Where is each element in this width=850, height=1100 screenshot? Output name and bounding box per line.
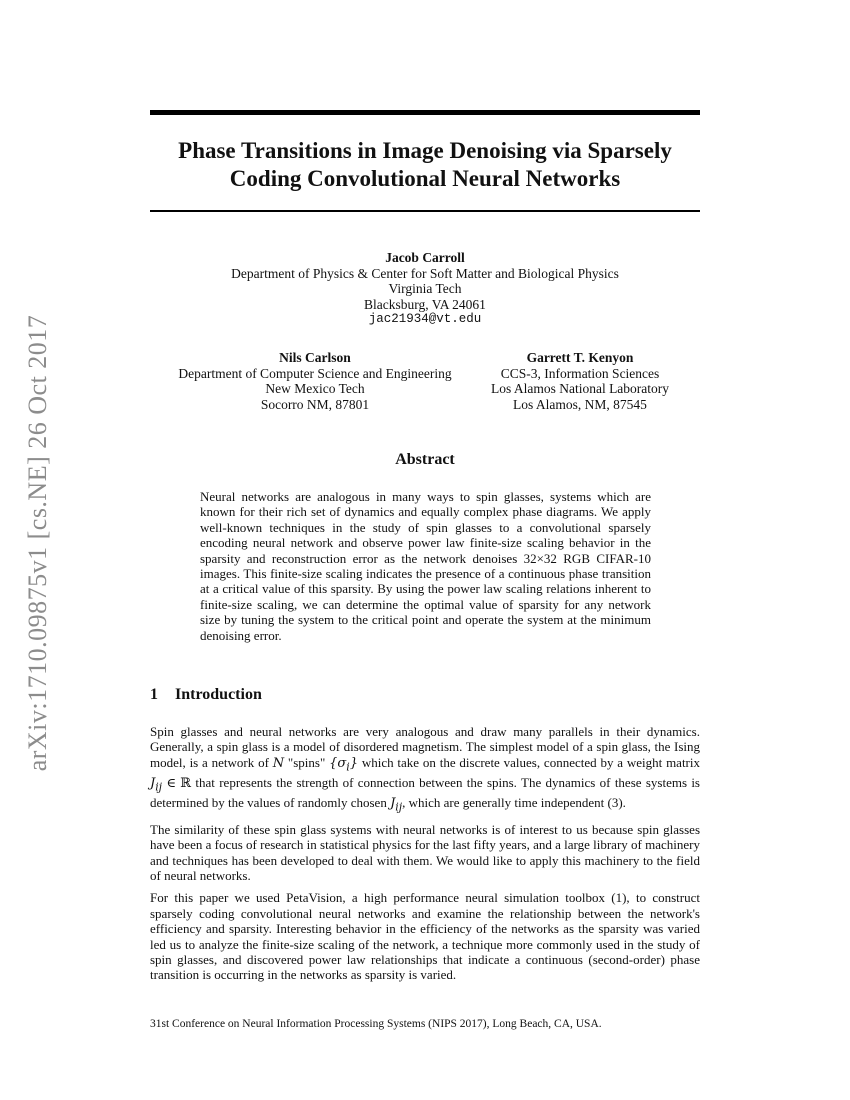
arxiv-identifier: arXiv:1710.09875v1 [cs.NE] 26 Oct 2017 (23, 314, 52, 772)
title-bottom-rule (150, 210, 700, 212)
conference-footnote: 31st Conference on Neural Information Processing Systems (NIPS 2017), Long Beach, CA, USA. (150, 1018, 602, 1030)
third-author-location: Los Alamos, NM, 87545 (513, 396, 647, 412)
title-top-rule (150, 110, 700, 115)
first-author-location: Blacksburg, VA 24061 (364, 296, 486, 312)
introduction-heading (150, 686, 262, 704)
second-author-name: Nils Carlson (279, 350, 351, 365)
introduction-paragraph-3: For this paper we used PetaVision, a high performance neural simulation toolbox (1), to construct sparsely coding convolutional neural networks and examine the relationship between the network's efficiency and sparsity. Interesting behavior in the efficiency of the networks as the sparsity was varied led us to analyze the finite-size scaling of the network, a technique more commonly used in the study of spin glasses, and discovered power law relationships that indicate a continuous (second-order) phase transition is occurring in the networks as sparsity is varied. (150, 890, 700, 983)
third-author-affiliation: CCS-3, Information Sciences (500, 365, 660, 381)
first-author-block (150, 250, 700, 328)
abstract-text: Neural networks are analogous in many ways to spin glasses, systems which are known for their rich set of dynamics and equally complex phase diagrams. We apply well-known techniques in the study of spin glasses to a convolutional sparsely encoding neural network and observe power law finite-size scaling behavior in the sparsity and reconstruction error as the network denoises 32×32 RGB CIFAR-10 images. This finite-size scaling indicates the presence of a continuous phase transition at a critical value of this sparsity. By using the power law scaling relations inherent to finite-size scaling, we can determine the optimal value of sparsity for any network size by tuning the system to the critical point and operate the system at the minimum denoising error. (200, 489, 651, 643)
second-author-block (165, 350, 465, 412)
abstract-heading: Abstract (395, 451, 455, 468)
second-author-location: Socorro NM, 87801 (260, 396, 370, 412)
first-author-affiliation: Department of Physics & Center for Soft Matter and Biological Physics (231, 265, 619, 281)
section-number: 1 (150, 686, 158, 703)
paper-title (150, 137, 700, 193)
title-line-2: Coding Convolutional Neural Networks (229, 166, 621, 191)
second-author-institution: New Mexico Tech (265, 381, 365, 396)
first-author-institution: Virginia Tech (388, 281, 462, 296)
second-author-affiliation: Department of Computer Science and Engineering (178, 365, 452, 381)
section-title: Introduction (175, 686, 262, 703)
third-author-block (470, 350, 690, 412)
third-author-institution: Los Alamos National Laboratory (490, 381, 670, 396)
introduction-paragraph-2: The similarity of these spin glass systems with neural networks is of interest to us because spin glasses have been a focus of research in statistical physics for the last fifty years, and a large library of machinery and techniques has been developed to deal with them. We would like to apply this machinery to the field of neural networks. (150, 821, 700, 884)
introduction-body (150, 724, 700, 990)
title-line-1: Phase Transitions in Image Denoising via Sparsely (178, 138, 672, 163)
first-author-email[interactable]: jac21934@vt.edu (368, 312, 482, 326)
third-author-name: Garrett T. Kenyon (526, 350, 634, 365)
introduction-paragraph-1: Spin glasses and neural networks are very analogous and draw many parallels in their dynamics. Generally, a spin glass is a model of disordered magnetism. The simplest model of a spin glass, the Ising model, is a network of N "spins" $\{\sigma_i\}$ which take on the discrete values, connected by a weight matrix $J_{ij}$ ∈ ℝ that represents the strength of connection between the spins. The dynamics of these systems is determined by the values of randomly chosen $J_{ij}$, which are generally time independent (3). (150, 724, 700, 814)
first-author-name: Jacob Carroll (385, 250, 465, 265)
